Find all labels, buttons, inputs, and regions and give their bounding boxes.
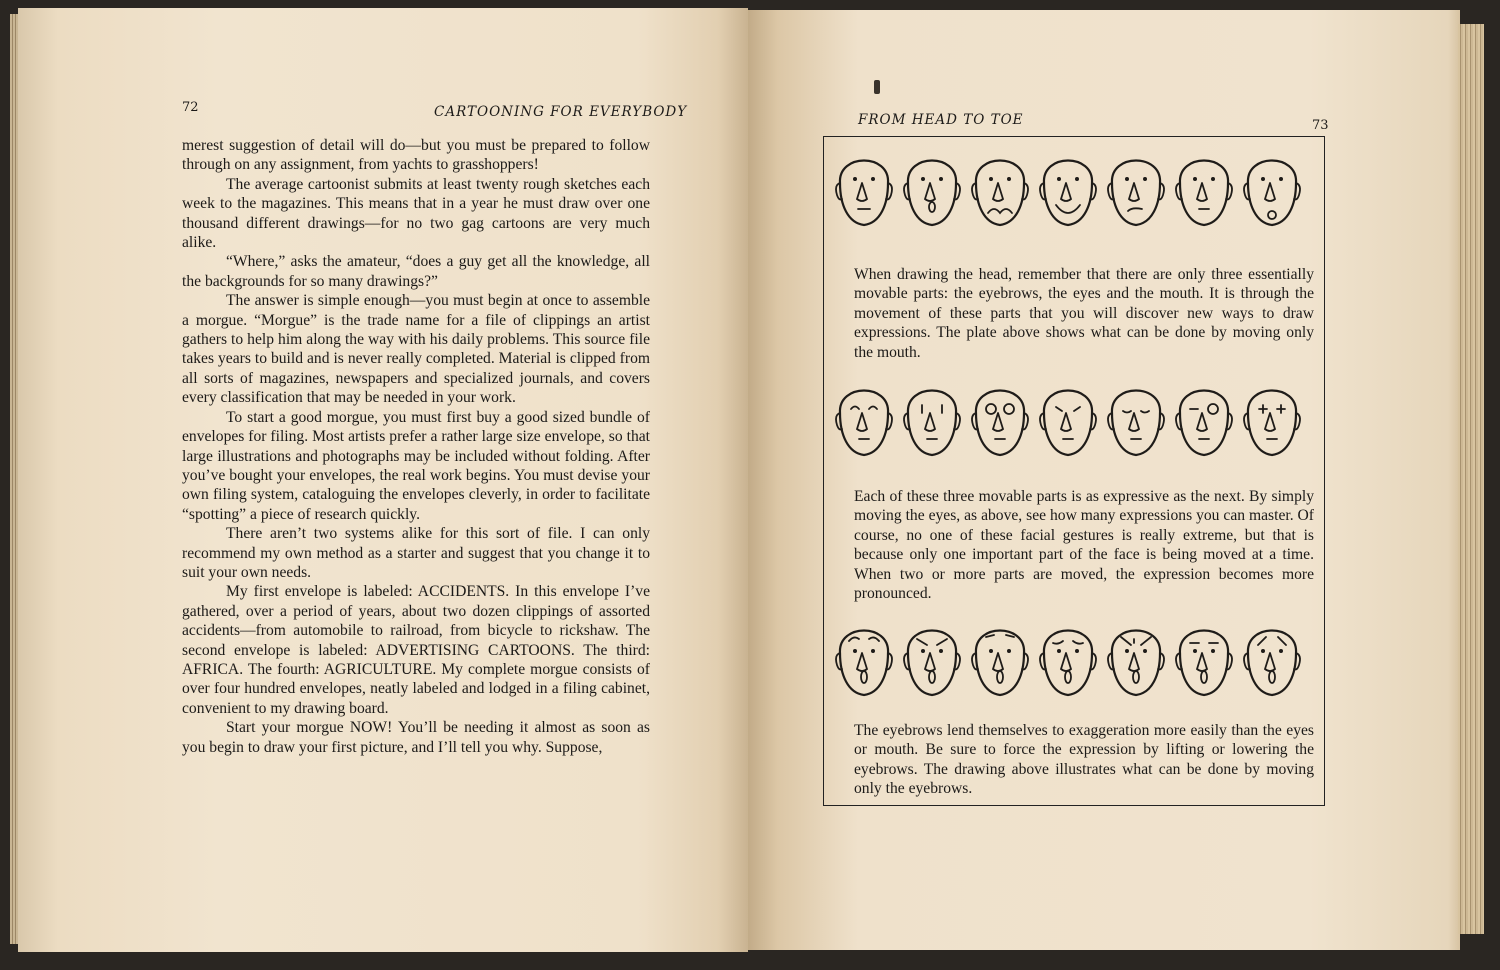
eyes-caption: Each of these three movable parts is as expressive as the next. By simply moving the eyes, as above, see how many expressions you can master. Of course, no one of these facial gestures is really extreme, but that is because only one important part of the face is being moved at a time. When two or more parts are moved, the expression becomes more pronounced.	[854, 488, 1314, 603]
left-page	[18, 8, 748, 952]
right-page	[748, 10, 1460, 950]
cartoon-head	[1176, 391, 1232, 456]
eye-expressions-plate	[834, 373, 1318, 463]
cartoon-head	[836, 161, 892, 226]
cartoon-head	[1176, 161, 1232, 226]
cartoon-head	[972, 161, 1028, 226]
paragraph: merest suggestion of detail will do—but you must be prepared to follow through on any assignment, from yachts to grasshoppers!	[182, 137, 650, 174]
right-running-head: FROM HEAD TO TOE	[858, 112, 1024, 128]
mouth-expressions-plate	[834, 143, 1318, 233]
cartoon-head	[904, 631, 960, 696]
right-page-edges	[1458, 24, 1484, 934]
cartoon-head	[1040, 631, 1096, 696]
cartoon-head	[836, 391, 892, 456]
paragraph: “Where,” asks the amateur, “does a guy get all the knowledge, all the backgrounds for so many drawings?”	[182, 253, 650, 290]
left-page-number: 72	[182, 100, 199, 115]
cartoon-head	[972, 391, 1028, 456]
cartoon-head	[1108, 161, 1164, 226]
paragraph: My first envelope is labeled: ACCIDENTS. In this envelope I’ve gathered, over a period of years, about two dozen clippings of assorted accidents—from automobile to railroad, from bicycle to rickshaw. The second envelope is labeled: ADVERTISING CARTOONS. The third: AFRICA. The fourth: AGRICULTURE. My complete morgue consists of over four hundred envelopes, neatly labeled and lodged in a filing cabinet, convenient to my drawing board.	[182, 583, 650, 717]
mouth-faces-drawing	[834, 143, 1318, 233]
left-running-head: CARTOONING FOR EVERYBODY	[434, 104, 688, 120]
eyebrow-faces-drawing	[834, 613, 1318, 703]
eye-faces-drawing	[834, 373, 1318, 463]
illustration-frame	[823, 136, 1325, 806]
cartoon-head	[1040, 161, 1096, 226]
right-page-number: 73	[1312, 118, 1329, 133]
cartoon-head	[904, 161, 960, 226]
cartoon-head	[1040, 391, 1096, 456]
eyebrows-caption: The eyebrows lend themselves to exaggeration more easily than the eyes or mouth. Be sure to force the expression by lifting or lowering the eyebrows. The drawing above illustrates what can be done by moving only the eyebrows.	[854, 722, 1314, 798]
paragraph: To start a good morgue, you must first buy a good sized bundle of envelopes for filing. Most artists prefer a rather large size envelope, so that large illustrations and photographs may be included without folding. After you’ve bought your envelopes, the real work begins. You must devise your own filing system, cataloguing the envelopes cleverly, in order to facilitate “spotting” a piece of research quickly.	[182, 408, 650, 523]
eyebrow-expressions-plate	[834, 613, 1318, 703]
cartoon-head	[1108, 391, 1164, 456]
cartoon-head	[836, 631, 892, 696]
cartoon-head	[1244, 631, 1300, 696]
cartoon-head	[1244, 391, 1300, 456]
paragraph: There aren’t two systems alike for this sort of file. I can only recommend my own method as a starter and suggest that you change it to suit your own needs.	[182, 525, 650, 581]
paragraph: Start your morgue NOW! You’ll be needing it almost as soon as you begin to draw your first picture, and I’ll tell you why. Suppose,	[182, 719, 650, 756]
cartoon-head	[972, 631, 1028, 696]
left-body-text	[182, 136, 650, 757]
ink-mark	[874, 80, 880, 94]
cartoon-head	[1244, 161, 1300, 226]
cartoon-head	[904, 391, 960, 456]
cartoon-head	[1108, 631, 1164, 696]
paragraph: The average cartoonist submits at least twenty rough sketches each week to the magazines. This means that in a year he must draw over one thousand different drawings—for no two gag cartoons are very much alike.	[182, 175, 650, 252]
cartoon-head	[1176, 631, 1232, 696]
paragraph: The answer is simple enough—you must begin at once to assemble a morgue. “Morgue” is the trade name for a file of clippings an artist gathers to help him along the way with his daily problems. This source file takes years to build and is never really completed. Material is clipped from all sorts of magazines, newspapers and specialized journals, and covers every classification that may be needed in your work.	[182, 292, 650, 407]
mouth-caption: When drawing the head, remember that there are only three essentially movable parts: the eyebrows, the eyes and the mouth. It is through the movement of these parts that you will discover new ways to draw expressions. The plate above shows what can be done by moving only the mouth.	[854, 266, 1314, 361]
